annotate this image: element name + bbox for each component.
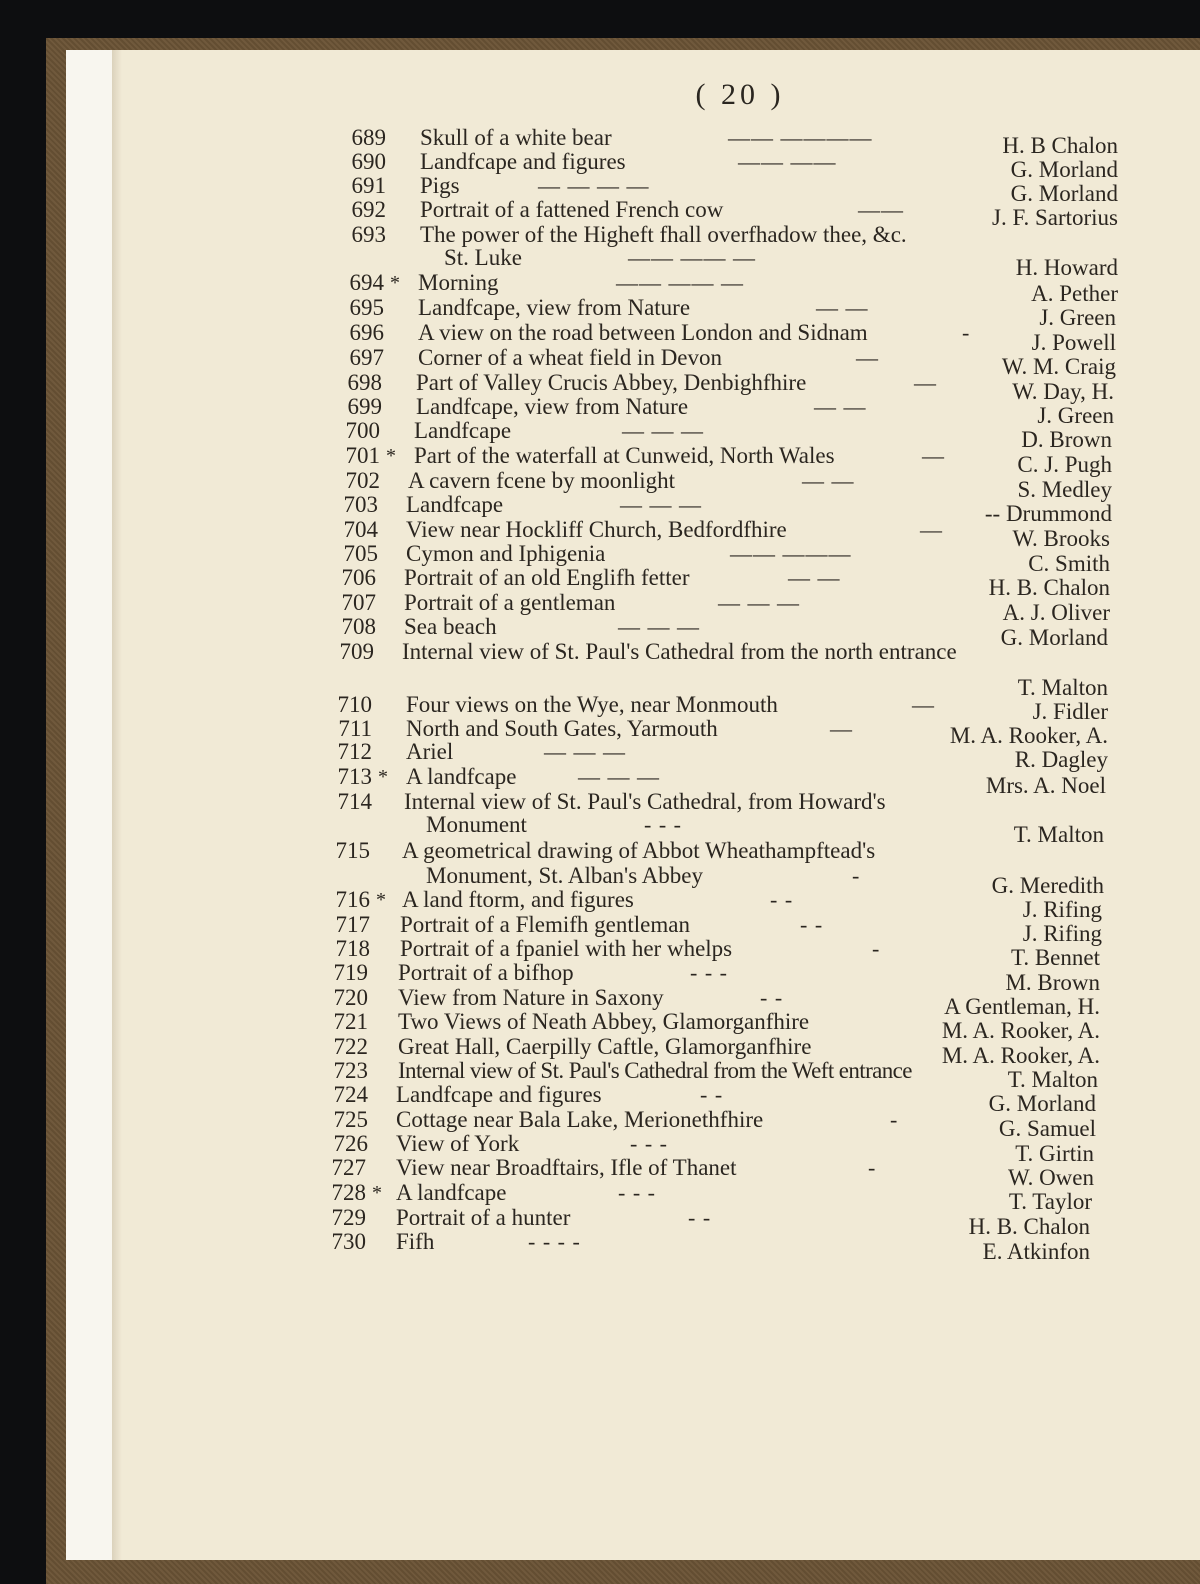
entry-title: Fifh: [396, 1229, 435, 1254]
entry-artist: W. Day, H.: [1012, 379, 1114, 404]
entry-number: 691: [351, 173, 386, 198]
entry-title: Portrait of a fpaniel with her whelps: [400, 936, 733, 961]
entry-leaders: —: [920, 517, 943, 542]
entry-leaders: -: [962, 320, 971, 345]
entry-number: 706: [341, 565, 376, 590]
entry-title: Portrait of a gentleman: [404, 590, 616, 615]
entry-leaders: - -: [800, 912, 824, 937]
entry-artist: J. Rifing: [1022, 897, 1102, 922]
entry-number: 696: [349, 320, 384, 345]
entry-leaders: — — —: [544, 739, 626, 764]
entry-artist: E. Atkinfon: [982, 1239, 1090, 1264]
entry-artist: A. Pether: [1031, 281, 1118, 306]
entry-leaders: —— —— —: [616, 270, 744, 295]
entry-title: Portrait of a fattened French cow: [420, 197, 724, 222]
entry-artist: J. Powell: [1031, 330, 1116, 355]
entry-number: 722: [333, 1034, 368, 1059]
entry-title: St. Luke: [444, 245, 522, 270]
entry-artist: G. Morland: [1010, 157, 1118, 182]
entry-number: 697: [349, 345, 384, 370]
entry-title: A cavern fcene by moonlight: [408, 468, 675, 493]
entry-artist: J. Green: [1039, 305, 1116, 330]
entry-number: 721: [333, 1009, 368, 1034]
entry-artist: R. Dagley: [1014, 747, 1108, 772]
entry-number: 729: [331, 1205, 366, 1230]
entry-title: Landfcape, view from Nature: [416, 394, 689, 419]
entry-leaders: —— ————: [728, 125, 873, 150]
entry-star: *: [378, 766, 388, 788]
entry-leaders: —— ——: [738, 149, 837, 174]
entry-title: A landfcape: [406, 764, 517, 789]
entry-number: 690: [351, 149, 386, 174]
entry-artist: G. Morland: [988, 1091, 1096, 1116]
entry-title: View near Hockliff Church, Bedfordfhire: [406, 517, 787, 542]
entry-leaders: — —: [802, 468, 855, 493]
entry-leaders: — —: [814, 394, 867, 419]
entry-number: 726: [333, 1131, 368, 1156]
entry-number: 728: [331, 1180, 366, 1205]
entry-leaders: —— ———: [730, 541, 852, 566]
entry-leaders: —: [912, 692, 935, 717]
entry-title: Great Hall, Caerpilly Caftle, Glamorganfhire: [398, 1034, 812, 1059]
entry-title: View from Nature in Saxony: [398, 985, 664, 1010]
entry-artist: J. Rifing: [1022, 921, 1102, 946]
entry-title: Cottage near Bala Lake, Merionethfhire: [396, 1107, 764, 1132]
entry-leaders: -: [852, 863, 861, 888]
entry-title: Cymon and Iphigenia: [406, 541, 606, 566]
entry-artist: T. Taylor: [1008, 1189, 1092, 1214]
entry-number: 710: [337, 692, 372, 717]
entry-leaders: — — —: [578, 764, 660, 789]
entry-leaders: — — —: [618, 614, 700, 639]
entry-artist: D. Brown: [1021, 427, 1112, 452]
entry-artist: M. A. Rooker, A.: [941, 1018, 1100, 1043]
entry-leaders: — —: [788, 565, 841, 590]
entry-title: Pigs: [420, 173, 460, 198]
entry-number: 704: [343, 517, 378, 542]
entry-title: Part of Valley Crucis Abbey, Denbighfhire: [416, 370, 807, 395]
entry-number: 694: [349, 270, 384, 295]
entry-leaders: ——: [858, 197, 904, 222]
entry-title: Sea beach: [404, 614, 497, 639]
entry-leaders: —: [914, 370, 937, 395]
entry-artist: G. Morland: [1000, 625, 1108, 650]
entry-leaders: —— —— —: [628, 245, 756, 270]
entry-artist: T. Girtin: [1015, 1141, 1094, 1166]
entry-number: 709: [339, 639, 374, 664]
entry-leaders: - - -: [618, 1180, 656, 1205]
entry-artist: H. B. Chalon: [988, 575, 1110, 600]
entry-artist: M. A. Rooker, A.: [949, 723, 1108, 748]
entry-leaders: -: [868, 1155, 877, 1180]
entry-title: A landfcape: [396, 1180, 507, 1205]
entry-number: 701: [345, 443, 380, 468]
entry-title: A view on the road between London and Sidnam: [418, 320, 868, 345]
entry-artist: T. Bennet: [1011, 945, 1100, 970]
entry-number: 692: [351, 197, 386, 222]
entry-title: Monument, St. Alban's Abbey: [426, 863, 703, 888]
entry-title: A land ftorm, and figures: [402, 887, 634, 912]
entry-title: Internal view of St. Paul's Cathedral from the north entrance: [402, 639, 957, 664]
entry-artist: M. A. Rooker, A.: [941, 1043, 1100, 1068]
entry-leaders: -: [872, 936, 881, 961]
entry-number: 727: [331, 1155, 366, 1180]
entry-title: Portrait of a hunter: [396, 1205, 571, 1230]
entry-number: 724: [333, 1082, 368, 1107]
entry-title: A geometrical drawing of Abbot Wheathampftead's: [402, 838, 876, 863]
entry-leaders: —: [830, 716, 853, 741]
entry-title: Landfcape: [414, 418, 512, 443]
entry-number: 712: [337, 739, 372, 764]
entry-artist: M. Brown: [1005, 970, 1100, 995]
entry-artist: W. Owen: [1007, 1165, 1094, 1190]
entry-number: 705: [343, 541, 378, 566]
entry-leaders: — —: [816, 295, 869, 320]
entry-title: Internal view of St. Paul's Cathedral, from Howard's: [404, 789, 886, 814]
entry-artist: C. Smith: [1028, 551, 1110, 576]
entry-artist: A. J. Oliver: [1002, 600, 1110, 625]
entry-number: 699: [347, 394, 382, 419]
entry-artist: H. B Chalon: [1002, 133, 1118, 158]
entry-star: *: [390, 272, 400, 294]
entry-leaders: - -: [688, 1205, 712, 1230]
entry-title: Internal view of St. Paul's Cathedral from the Weft entrance: [398, 1058, 912, 1083]
entry-title: Landfcape: [406, 492, 504, 517]
entry-artist: J. Green: [1037, 403, 1114, 428]
entry-artist: C. J. Pugh: [1017, 452, 1112, 477]
entry-title: Corner of a wheat field in Devon: [418, 345, 723, 370]
entry-title: Portrait of an old Englifh fetter: [404, 565, 690, 590]
entry-star: *: [386, 445, 396, 467]
entry-star: *: [372, 1182, 382, 1204]
entry-artist: G. Meredith: [991, 873, 1104, 898]
entry-leaders: - -: [700, 1082, 724, 1107]
entry-number: 707: [341, 590, 376, 615]
entry-artist: -- Drummond: [984, 501, 1112, 526]
entry-title: Two Views of Neath Abbey, Glamorganfhire: [398, 1009, 810, 1034]
entry-artist: Mrs. A. Noel: [985, 773, 1106, 798]
entry-title: Ariel: [406, 739, 454, 764]
entry-title: Landfcape, view from Nature: [418, 295, 691, 320]
entry-number: 713: [337, 764, 372, 789]
entry-number: 715: [335, 838, 370, 863]
entry-title: Portrait of a bifhop: [398, 960, 574, 985]
entry-artist: G. Samuel: [998, 1116, 1096, 1141]
entry-leaders: — — — —: [538, 173, 650, 198]
entry-number: 714: [337, 789, 372, 814]
entry-number: 693: [351, 222, 386, 247]
entry-leaders: - - - -: [528, 1229, 581, 1254]
entry-title: North and South Gates, Yarmouth: [406, 716, 718, 741]
entry-title: The power of the Higheft fhall overfhadow thee, &c.: [420, 222, 907, 247]
entry-title: View near Broadftairs, Ifle of Thanet: [396, 1155, 737, 1180]
entry-number: 689: [351, 125, 386, 150]
entry-number: 723: [333, 1058, 368, 1083]
entry-artist: T. Malton: [1007, 1067, 1098, 1092]
entry-artist: W. Brooks: [1012, 526, 1110, 551]
entry-number: 718: [335, 936, 370, 961]
entry-number: 708: [341, 614, 376, 639]
entry-number: 698: [347, 370, 382, 395]
entry-number: 730: [331, 1229, 366, 1254]
entry-number: 711: [338, 716, 372, 741]
entry-title: Skull of a white bear: [420, 125, 612, 150]
entry-title: Monument: [426, 812, 527, 837]
entry-leaders: - - -: [690, 960, 728, 985]
entry-title: Morning: [418, 270, 499, 295]
entry-artist: J. F. Sartorius: [992, 205, 1118, 230]
entry-title: Portrait of a Flemifh gentleman: [400, 912, 690, 937]
entry-number: 700: [345, 418, 380, 443]
entry-artist: W. M. Craig: [1001, 354, 1116, 379]
entry-artist: S. Medley: [1017, 477, 1112, 502]
entry-leaders: —: [922, 443, 945, 468]
entry-leaders: - - -: [644, 812, 682, 837]
entry-artist: G. Morland: [1010, 181, 1118, 206]
entry-artist: T. Malton: [1013, 822, 1104, 847]
entry-leaders: —: [856, 345, 879, 370]
entry-number: 695: [349, 295, 384, 320]
page-number: ( 20 ): [695, 78, 785, 111]
entry-artist: T. Malton: [1017, 675, 1108, 700]
entry-title: Landfcape and figures: [420, 149, 626, 174]
entry-artist: H. B. Chalon: [968, 1214, 1090, 1239]
entry-leaders: - - -: [630, 1131, 668, 1156]
entry-artist: A Gentleman, H.: [944, 994, 1100, 1019]
entry-star: *: [376, 889, 386, 911]
entry-leaders: - -: [760, 985, 784, 1010]
entry-title: Part of the waterfall at Cunweid, North Wales: [414, 443, 835, 468]
entry-number: 716: [335, 887, 370, 912]
entry-number: 717: [335, 912, 370, 937]
entry-artist: J. Fidler: [1032, 699, 1108, 724]
entry-number: 702: [345, 468, 380, 493]
entry-leaders: — — —: [622, 418, 704, 443]
entry-title: View of York: [396, 1131, 520, 1156]
entry-leaders: - -: [770, 887, 794, 912]
entry-leaders: — — —: [620, 492, 702, 517]
entry-leaders: -: [890, 1107, 899, 1132]
entry-number: 703: [343, 492, 378, 517]
entry-number: 725: [333, 1107, 368, 1132]
entry-title: Landfcape and figures: [396, 1082, 602, 1107]
entry-leaders: — — —: [718, 590, 800, 615]
entry-number: 719: [333, 960, 368, 985]
entry-artist: H. Howard: [1015, 255, 1118, 280]
entry-title: Four views on the Wye, near Monmouth: [406, 692, 778, 717]
entry-number: 720: [333, 985, 368, 1010]
